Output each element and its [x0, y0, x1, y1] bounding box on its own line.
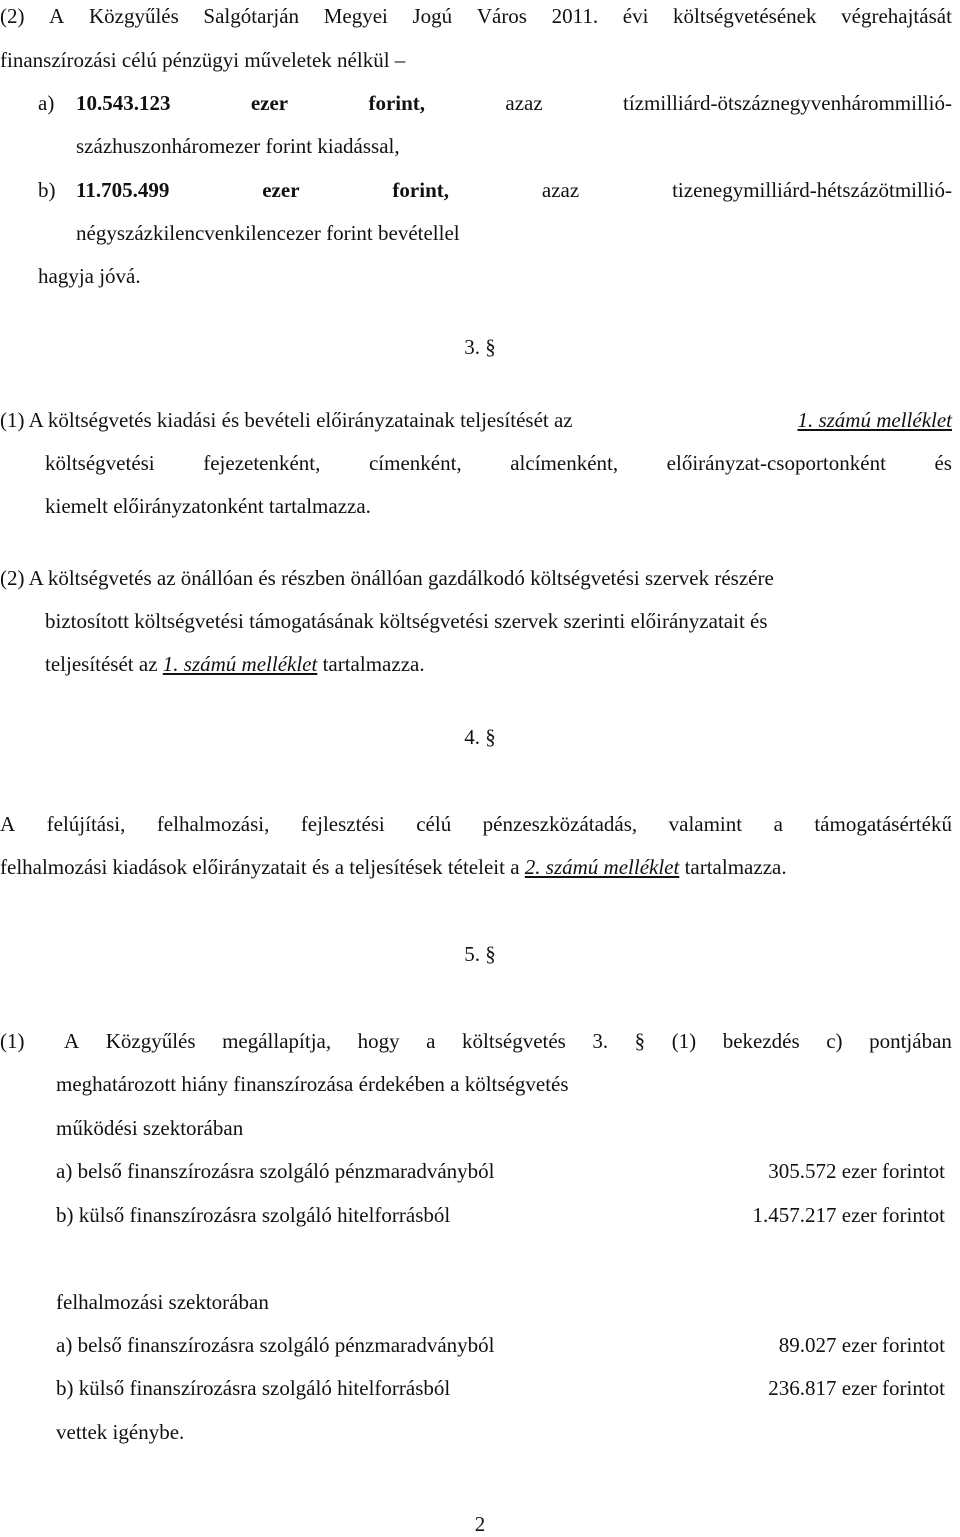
sec2-closing: hagyja jóvá. — [38, 264, 141, 288]
operating-item-a-label: a) belső finanszírozásra szolgáló pénzmaradványból — [56, 1159, 495, 1183]
item-b-line2: négyszázkilencvenkilencezer forint bevétellel — [76, 221, 460, 245]
item-b-amount: 11.705.499 — [76, 178, 170, 202]
operating-item-b-amount: 1.457.217 ezer forintot — [752, 1203, 945, 1227]
operating-item-b-label: b) külső finanszírozásra szolgáló hitelforrásból — [56, 1203, 451, 1227]
sec4-line2: felhalmozási kiadások előirányzatait és a teljesítések tételeit a 2. számú melléklet tartalmazza. — [0, 855, 787, 879]
sec3-para2-line3: teljesítését az 1. számú melléklet tartalmazza. — [45, 652, 425, 676]
operating-sector-heading: működési szektorában — [56, 1116, 244, 1140]
sec5-closing: vettek igénybe. — [56, 1420, 185, 1444]
sec5-para1-label: (1) — [0, 1029, 25, 1053]
page-number: 2 — [474, 1512, 486, 1536]
item-a-line2: százhuszonháromezer forint kiadással, — [76, 134, 400, 158]
capital-item-b-amount: 236.817 ezer forintot — [768, 1376, 945, 1400]
sec3-para1-line2: költségvetési fejezetenként, címenként, alcímenként, előirányzat-csoportonként és — [45, 451, 952, 475]
item-a-label: a) — [38, 91, 55, 115]
item-a-line1: 10.543.123 ezer forint, azaz tízmilliárd-ötszáznegyvenhárommillió- — [76, 91, 952, 115]
sec5-para1-line2: meghatározott hiány finanszírozása érdekében a költségvetés — [56, 1072, 569, 1096]
sec4-heading: 4. § — [464, 725, 496, 749]
sec4-line1: A felújítási, felhalmozási, fejlesztési célú pénzeszközátadás, valamint a támogatásértékű — [0, 812, 952, 836]
sec5-heading: 5. § — [464, 942, 496, 966]
sec3-para2-line2: biztosított költségvetési támogatásának költségvetési szervek szerinti előirányzatait és — [45, 609, 768, 633]
item-b-line1: 11.705.499 ezer forint, azaz tizenegymilliárd-hétszázötmillió- — [76, 178, 952, 202]
capital-item-a-label: a) belső finanszírozásra szolgáló pénzmaradványból — [56, 1333, 495, 1357]
annex-1-link[interactable]: 1. számú melléklet — [797, 408, 952, 432]
sec5-para1-line1: A Közgyűlés megállapítja, hogy a költségvetés 3. § (1) bekezdés c) pontjában — [64, 1029, 952, 1053]
capital-sector-heading: felhalmozási szektorában — [56, 1290, 269, 1314]
item-b-label: b) — [38, 178, 56, 202]
sec3-heading: 3. § — [464, 335, 496, 359]
sec3-para1-line1: (1) A költségvetés kiadási és bevételi előirányzatainak teljesítését az 1. számú melléklet — [0, 408, 952, 432]
sec2-para2-line2: finanszírozási célú pénzügyi műveletek nélkül – — [0, 48, 406, 72]
operating-item-a-amount: 305.572 ezer forintot — [768, 1159, 945, 1183]
annex-2-link[interactable]: 2. számú melléklet — [524, 855, 680, 879]
capital-item-b-label: b) külső finanszírozásra szolgáló hitelforrásból — [56, 1376, 451, 1400]
sec3-para1-line3: kiemelt előirányzatonként tartalmazza. — [45, 494, 371, 518]
capital-item-a-amount: 89.027 ezer forintot — [778, 1333, 945, 1357]
item-a-amount: 10.543.123 — [76, 91, 171, 115]
annex-1-link-2[interactable]: 1. számú melléklet — [162, 652, 318, 676]
sec2-para2-line1: (2) A Közgyűlés Salgótarján Megyei Jogú Város 2011. évi költségvetésének végrehajtását — [0, 4, 952, 28]
sec3-para2-line1: (2) A költségvetés az önállóan és részben önállóan gazdálkodó költségvetési szervek részére — [0, 566, 774, 590]
